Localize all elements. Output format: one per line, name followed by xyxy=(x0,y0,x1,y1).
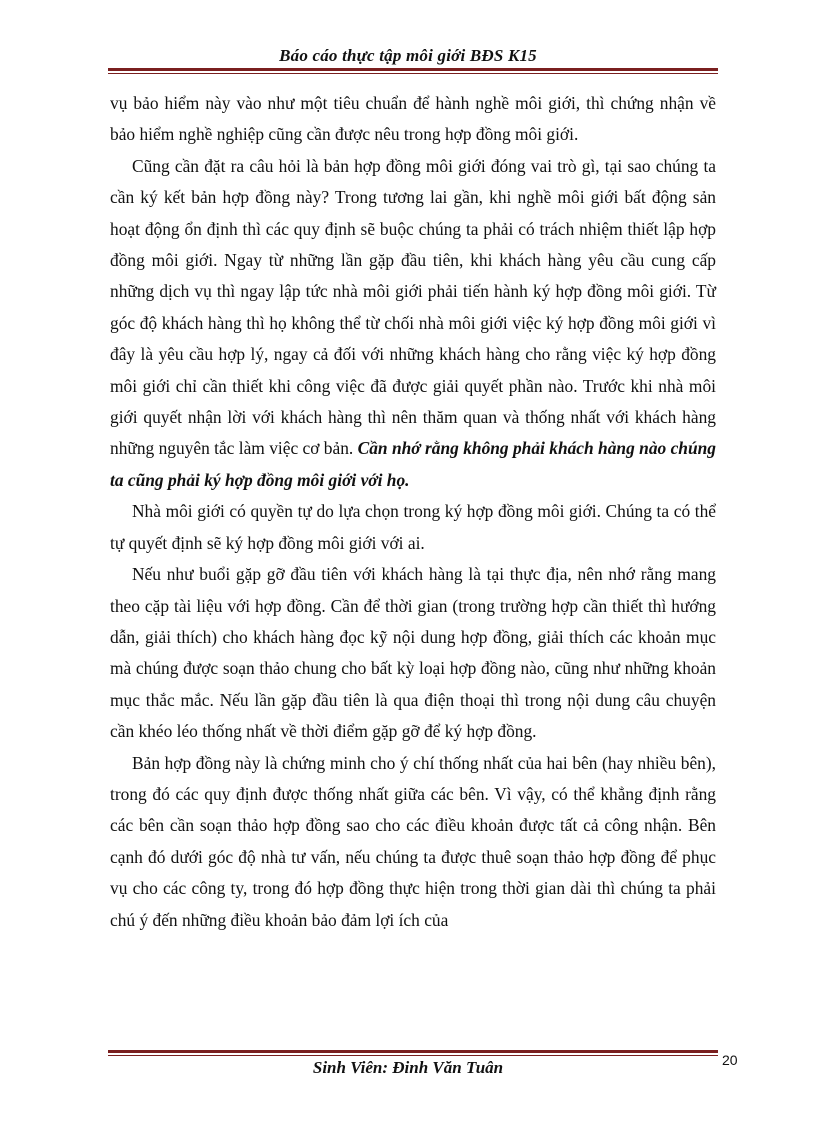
paragraph-2-text: Cũng cần đặt ra câu hỏi là bản hợp đồng môi giới đóng vai trò gì, tại sao chúng ta cần ký kết bản hợp đồng này? Trong tương lai gần, khi nghề môi giới bất động sản hoạt động ổn định thì các quy định sẽ buộc chúng ta phải có trách nhiệm thiết lập hợp đồng môi giới. Ngay từ những lần gặp đầu tiên, khi khách hàng yêu cầu cung cấp những dịch vụ thì ngay lập tức nhà môi giới phải tiến hành ký hợp đồng môi giới. Từ góc độ khách hàng thì họ không thể từ chối nhà môi giới việc ký hợp đồng môi giới vì đây là yêu cầu hợp lý, ngay cả đối với những khách hàng cho rằng việc ký hợp đồng môi giới chỉ cần thiết khi công việc đã được giải quyết phần nào. Trước khi nhà môi giới quyết nhận lời với khách hàng thì nên thăm quan và thống nhất với khách hàng những nguyên tắc làm việc cơ bản. xyxy=(110,155,716,459)
paragraph-5: Bản hợp đồng này là chứng minh cho ý chí thống nhất của hai bên (hay nhiều bên), trong đó các quy định được thống nhất giữa các bên. Vì vậy, có thể khẳng định rằng các bên cần soạn thảo hợp đồng sao cho các điều khoản được tất cả công nhận. Bên cạnh đó dưới góc độ nhà tư vấn, nếu chúng ta được thuê soạn thảo hợp đồng để phục vụ cho các công ty, trong đó hợp đồng thực hiện trong thời gian dài thì chúng ta phải chú ý đến những điều khoản bảo đảm lợi ích của xyxy=(110,752,716,930)
paragraph-4: Nếu như buổi gặp gỡ đầu tiên với khách hàng là tại thực địa, nên nhớ rằng mang theo cặp tài liệu với hợp đồng. Cần để thời gian (trong trường hợp cần thiết thì hướng dẫn, giải thích) cho khách hàng đọc kỹ nội dung hợp đồng, giải thích các khoản mục mà chúng được soạn thảo chung cho bất kỳ loại hợp đồng nào, cũng như những khoản mục thắc mắc. Nếu lần gặp đầu tiên là qua điện thoại thì trong nội dung câu chuyện cần khéo léo thống nhất về thời điểm gặp gỡ để ký hợp đồng. xyxy=(110,564,716,742)
paragraph-3: Nhà môi giới có quyền tự do lựa chọn trong ký hợp đồng môi giới. Chúng ta có thể tự quyết định sẽ ký hợp đồng môi giới với ai. xyxy=(110,501,716,553)
paragraph-1: vụ bảo hiểm này vào như một tiêu chuẩn để hành nghề môi giới, thì chứng nhận về bảo hiểm nghề nghiệp cũng cần được nêu trong hợp đồng môi giới. xyxy=(110,93,716,145)
paragraph-2-emphasis: Cần nhớ rằng không phải khách hàng nào chúng ta cũng phải ký hợp đồng môi giới với họ. xyxy=(110,438,717,490)
document-body xyxy=(110,88,716,936)
header-divider xyxy=(108,68,718,74)
footer-divider xyxy=(108,1050,718,1056)
page-header-title: Báo cáo thực tập môi giới BĐS K15 xyxy=(279,46,537,65)
footer-author: Sinh Viên: Đinh Văn Tuân xyxy=(312,1058,504,1077)
page-number: 20 xyxy=(722,1052,738,1068)
paragraph-2 xyxy=(110,151,716,496)
